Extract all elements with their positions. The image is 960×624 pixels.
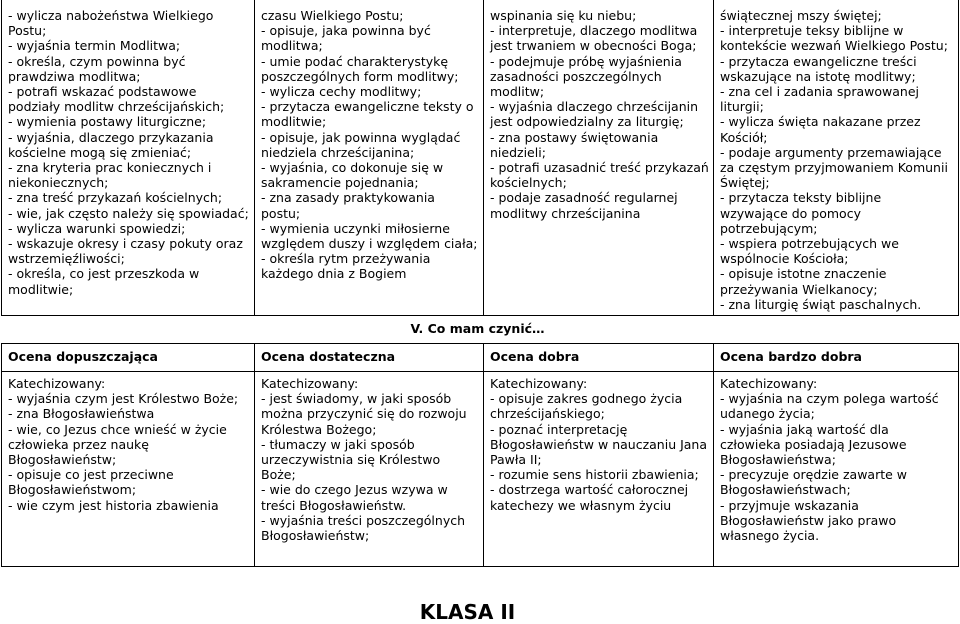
continuation-cell-4 [713,0,959,316]
criterion-item: - określa, co jest przeszkoda w modlitwie; [8,266,200,297]
grade-header-dostateczna: Ocena dostateczna [254,343,484,372]
cell-label: Katechizowany: [490,376,588,391]
continuation-cell-1 [1,0,255,316]
criterion-item: - jest świadomy, w jaki sposób można przyczynić się do rozwoju Królestwa Bożego; [261,391,467,437]
criterion-item: - umie podać charakterystykę poszczególnych form modlitwy; [261,53,459,84]
criterion-item: - wyjaśnia termin Modlitwa; [8,38,181,54]
criterion-item: - opisuje, jaka powinna być modlitwa; [261,23,431,54]
criterion-item: - zna postawy świętowania niedzieli; [490,129,659,160]
criterion-item: - wyjaśnia, co dokonuje się w sakramencie pojednania; [261,160,444,191]
criterion-item: - tłumaczy w jaki sposób urzeczywistnia się Królestwo Boże; [261,436,441,483]
criterion-item: - wylicza warunki spowiedzi; [8,220,186,236]
criterion-item: - wie do czego Jezus wzywa w treści Błogosławieństw. [261,482,448,513]
criterion-item: - podejmuje próbę wyjaśnienia zasadności poszczególnych modlitw; [490,53,682,100]
criterion-item: - poznać interpretację Błogosławieństw w nauczaniu Jana Pawła II; [490,421,708,468]
criterion-item: - opisuje, jak powinna wyglądać niedziela chrześcijanina; [261,129,461,160]
criterion-item: - zna Błogosławieństwa [8,406,155,422]
continuation-cell-3 [483,0,714,316]
grade-header-bardzo-dobra: Ocena bardzo dobra [713,343,959,372]
criterion-item: - wskazuje okresy i czasy pokuty oraz wstrzemięźliwości; [8,236,243,267]
continuation-cell-2 [254,0,484,316]
criterion-item: - wymienia postawy liturgiczne; [8,114,207,130]
criterion-item: - wylicza cechy modlitwy; [261,84,422,100]
criterion-item: - określa rytm przeżywania każdego dnia z Bogiem [261,251,431,282]
criterion-item: - wyjaśnia na czym polega wartość udanego życia; [720,391,939,422]
criterion-item: - dostrzega wartość całorocznej katechezy we własnym życiu [490,482,689,513]
criterion-item: - rozumie sens historii zbawienia; [490,467,699,483]
criterion-item: - zna treść przykazań kościelnych; [8,190,223,206]
criterion-item: - potrafi wskazać podstawowe podziały modlitw chrześcijańskich; [8,84,225,115]
criterion-item: - wyjaśnia jaką wartość dla człowieka posiadają Jezusowe Błogosławieństwa; [720,421,907,468]
criterion-item: - wie, jak często należy się spowiadać; [8,205,249,221]
criterion-item: - opisuje zakres godnego życia chrześcijańskiego; [490,391,683,422]
cell-label: Katechizowany: [8,376,106,391]
criterion-item: - wie, co Jezus chce wnieść w życie człowieka przez naukę Błogosławieństw; [8,421,227,468]
grade-cell-dopuszczajaca [1,371,255,567]
criterion-item: świątecznej mszy świętej; [720,8,882,23]
class-title: KLASA II [419,600,516,624]
criterion-item: - zna zasady praktykowania postu; [261,190,435,221]
criterion-item: - przytacza ewangeliczne teksty o modlitwie; [261,99,474,130]
criterion-item: - przytacza ewangeliczne treści wskazujące na istotę modlitwy; [720,53,917,84]
criterion-item: - zna cel i zadania sprawowanej liturgii; [720,84,919,115]
criterion-item: - wyjaśnia dlaczego chrześcijanin jest odpowiedzialny za liturgię; [490,99,699,130]
criterion-item: - wyjaśnia czym jest Królestwo Boże; [8,391,239,407]
section-heading: V. Co mam czynić… [410,321,545,336]
criterion-item: - wyjaśnia treści poszczególnych Błogosławieństw; [261,512,466,544]
grade-header-dobra: Ocena dobra [483,343,714,372]
criterion-item: - zna kryteria prac koniecznych i niekoniecznych; [8,160,212,191]
criterion-item: - zna liturgię świąt paschalnych. [720,296,922,312]
cell-label: Katechizowany: [720,376,818,391]
grade-cell-bardzo-dobra [713,371,959,567]
criterion-item: - podaje zasadność regularnej modlitwy chrześcijanina [490,190,678,221]
grade-header-dopuszczajaca: Ocena dopuszczająca [1,343,255,372]
criterion-item: - wspiera potrzebujących we wspólnocie Kościoła; [720,236,899,267]
criterion-item: - interpretuje teksy biblijne w kontekście wezwań Wielkiego Postu; [720,23,948,54]
cell-label: Katechizowany: [261,376,359,391]
grade-cell-dobra [483,371,714,567]
criterion-item: - przyjmuje wskazania Błogosławieństw jako prawo własnego życia. [720,497,897,544]
criterion-item: - interpretuje, dlaczego modlitwa jest trwaniem w obecności Boga; [490,23,698,54]
grade-cell-dostateczna [254,371,484,567]
criterion-item: wspinania się ku niebu; [490,8,637,23]
criterion-item: - opisuje co jest przeciwne Błogosławieństwom; [8,467,174,498]
criterion-item: - przytacza teksty biblijne wzywające do pomocy potrzebującym; [720,190,882,236]
criterion-item: - precyzuje orędzie zawarte w Błogosławieństwach; [720,467,908,498]
criterion-item: - wylicza święta nakazane przez Kościół; [720,114,921,145]
criterion-item: - podaje argumenty przemawiające za częstym przyjmowaniem Komunii Świętej; [720,144,948,191]
criterion-item: - wie czym jest historia zbawienia [8,497,219,513]
criterion-item: - określa, czym powinna być prawdziwa modlitwa; [8,53,186,84]
criterion-item: - wymienia uczynki miłosierne względem duszy i względem ciała; [261,220,478,252]
criterion-item: czasu Wielkiego Postu; [261,8,404,23]
criterion-item: - opisuje istotne znaczenie przeżywania Wielkanocy; [720,266,887,297]
criterion-item: - wyjaśnia, dlaczego przykazania kościelne mogą się zmieniać; [8,129,214,160]
criterion-item: - potrafi uzasadnić treść przykazań kościelnych; [490,160,709,191]
criterion-item: - wylicza nabożeństwa Wielkiego Postu; [8,8,214,39]
